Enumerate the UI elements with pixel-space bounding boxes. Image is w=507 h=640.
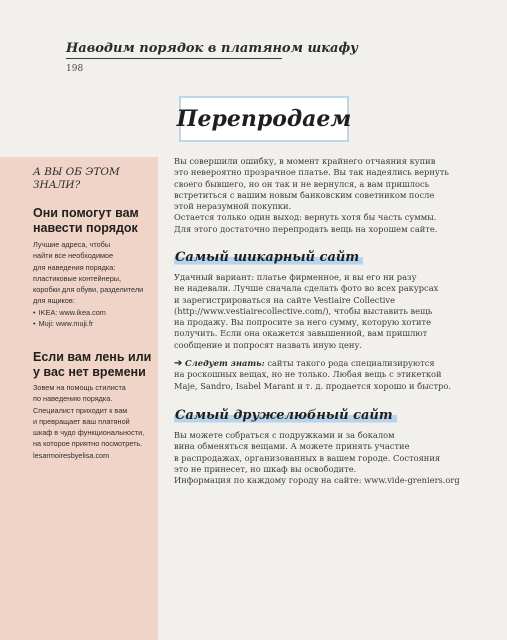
section-paragraph (174, 272, 449, 351)
text-line: и превращает ваш платяной (33, 416, 130, 426)
text-line: для наведения порядка: (33, 262, 116, 272)
title-box (176, 96, 352, 142)
body-line: Maje, Sandro, Isabel Marant и т. д. продается хорошо и быстро. (174, 380, 451, 391)
body-line: в распродажах, организованных в вашем городе. Состояния (174, 452, 441, 463)
body-line: и зарегистрироваться на сайте Vestiaire Collective (174, 294, 396, 305)
body-line: Вы совершили ошибку, в момент крайнего отчаяния купив (174, 156, 436, 166)
page-number: 198 (66, 64, 84, 74)
heading-line: Они помогут вам (33, 206, 139, 220)
website-link[interactable]: lesarmoiresbyelisa.com (33, 450, 110, 460)
page-title: Перепродаем (176, 106, 352, 132)
body-line: Остается только один выход: вернуть хотя бы часть суммы. (174, 212, 437, 223)
body-line: вина обменяться вещами. А можете принять участие (174, 441, 410, 452)
text-line: на которое приятно посмотреть. (33, 439, 143, 449)
body-line: не надевали. Лучше сначала сделать фото во всех ракурсах (174, 283, 439, 294)
heading-line: у вас нет времени (33, 365, 146, 379)
sidebar (0, 157, 158, 640)
body-line: Удачный вариант: платье фирменное, и вы его ни разу (174, 272, 417, 282)
text-line: для ящиков: (33, 296, 75, 306)
sidebar-heading (33, 206, 158, 236)
kicker-line: А ВЫ ОБ ЭТОМ (33, 166, 120, 178)
body-line: на роскошных вещах, но не только. Любая вещь с этикеткой (174, 369, 442, 380)
section-heading: Самый шикарный сайт (174, 250, 363, 266)
text-line: шкаф в чудо функциональности, (33, 428, 145, 438)
heading-line: навести порядок (33, 221, 138, 235)
arrow-right-icon: ➔ (174, 358, 183, 369)
text-line: по наведению порядка. (33, 394, 113, 404)
body-line: этой неразумной покупки. (174, 201, 292, 212)
text-line: пластиковые контейнеры, (33, 273, 122, 283)
text-line: коробки для обуви, разделители (33, 285, 144, 295)
body-line: это не принесет, но шкаф вы освободите. (174, 463, 357, 474)
note-label: Следует знать: (185, 358, 265, 368)
note-paragraph (174, 358, 449, 392)
note-text: сайты такого рода специализируются (264, 358, 435, 368)
heading-line: Если вам лень или (33, 350, 152, 364)
sidebar-text (33, 239, 158, 329)
section-heading: Самый дружелюбный сайт (174, 408, 397, 424)
sidebar-heading (33, 350, 158, 380)
body-line: Информация по каждому городу на сайте: www.vide-greniers.org (174, 475, 460, 486)
sidebar-kicker (33, 166, 148, 192)
body-line: Для этого достаточно перепродать вещь на хорошем сайте. (174, 223, 438, 234)
body-line: встретиться с вашим новым банковским советником после (174, 189, 435, 200)
body-line: Вы можете собраться с подружками и за бокалом (174, 430, 395, 440)
text-line: Зовем на помощь стилиста (33, 383, 126, 392)
body-line: сообщение и попросят назвать иную цену. (174, 339, 362, 350)
bullet-item: • IKEA: www.ikea.com (33, 307, 158, 318)
text-line: Специалист приходит к вам (33, 405, 128, 415)
body-line: на продажу. Вы попросите за него сумму, которую хотите (174, 317, 432, 328)
intro-paragraph (174, 156, 449, 235)
text-line: найти все необходимое (33, 251, 114, 261)
body-line: своего бывшего, но он так и не вернулся, а вам пришлось (174, 178, 430, 189)
body-line: (http://www.vestiairecollective.com/), чтобы выставить вещь (174, 305, 433, 316)
kicker-line: ЗНАЛИ? (33, 179, 81, 191)
text-line: Лучшие адреса, чтобы (33, 240, 111, 249)
body-line: это невероятно прозрачное платье. Вы так надеялись вернуть (174, 167, 449, 178)
running-header: Наводим порядок в платяном шкафу (66, 41, 282, 59)
body-line: получить. Если она окажется завышенной, вам пришлют (174, 328, 428, 339)
note-first-line (174, 358, 449, 369)
sidebar-text (33, 382, 158, 461)
section-paragraph (174, 430, 460, 486)
bullet-item: • Muji: www.muji.fr (33, 318, 158, 329)
